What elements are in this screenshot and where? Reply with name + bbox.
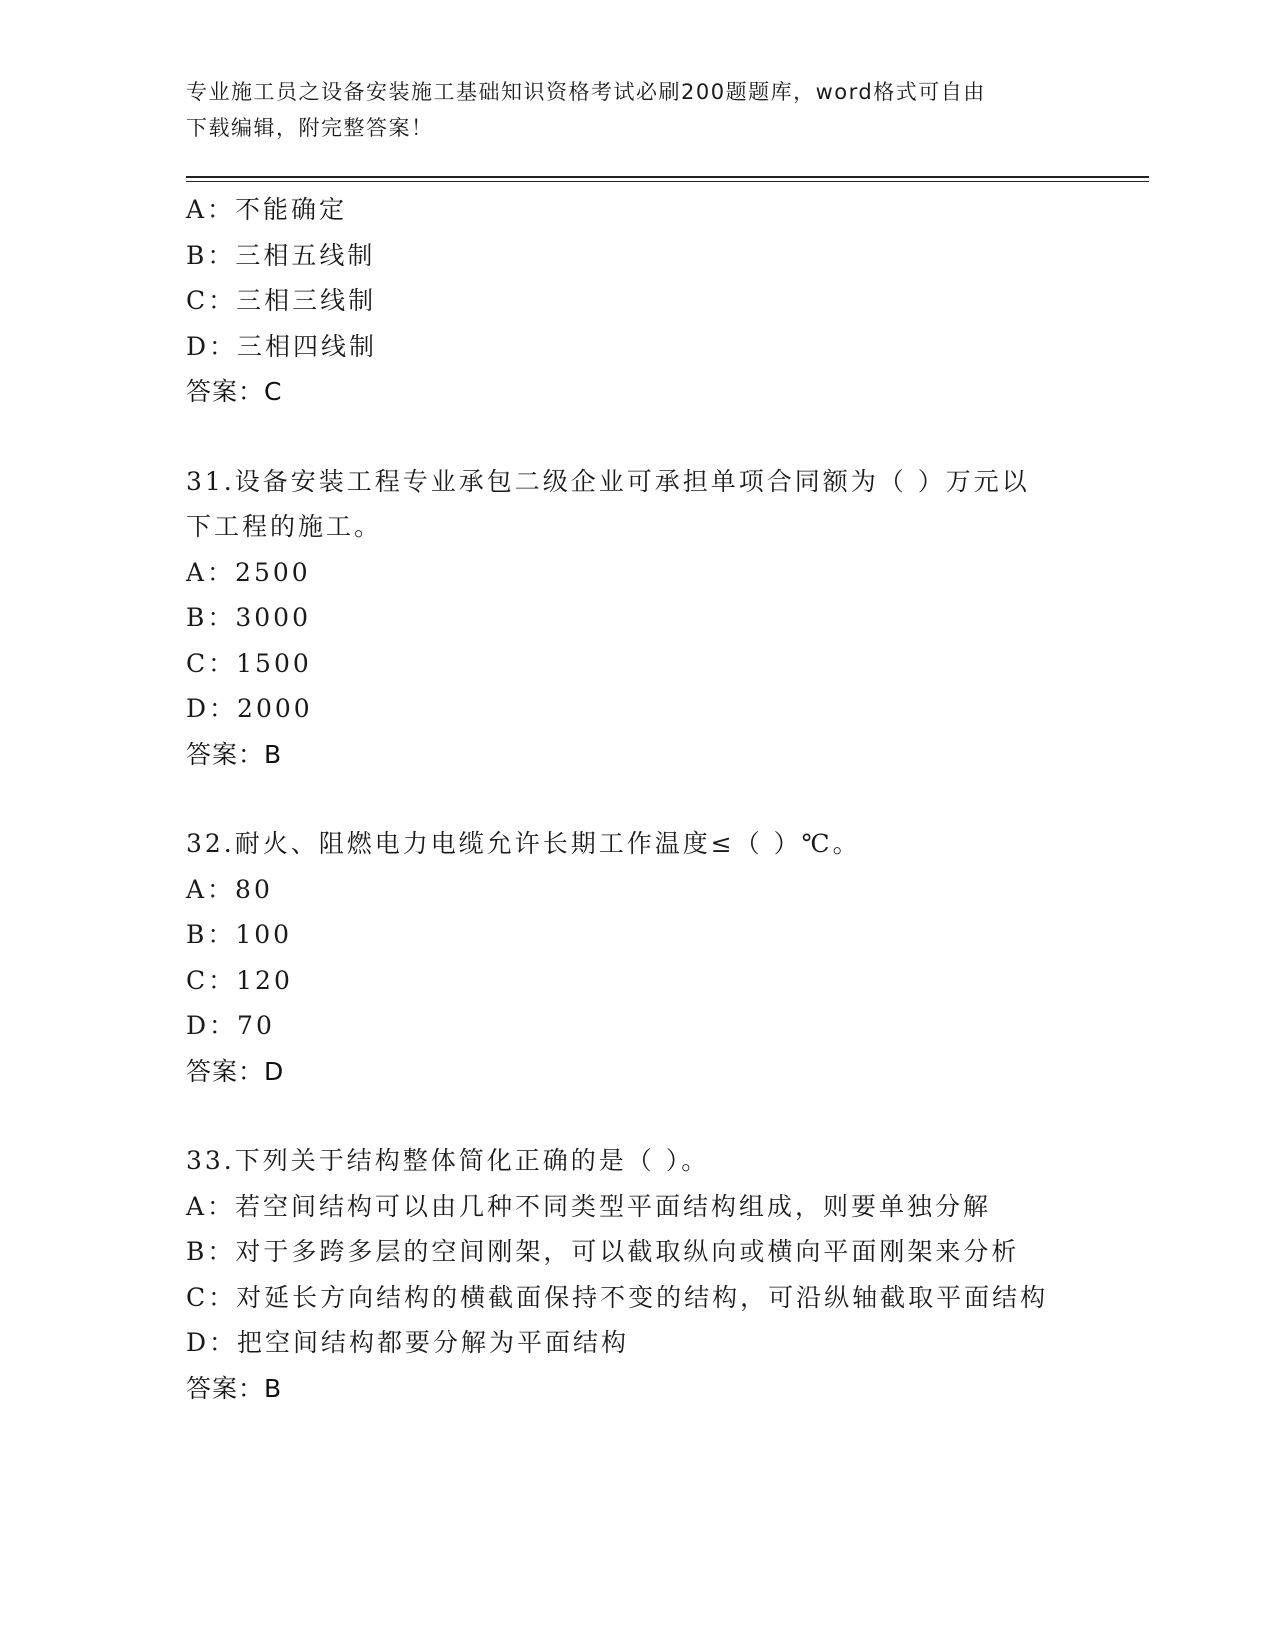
option-a: A：80 [186,874,273,904]
option-a: A：2500 [186,557,311,587]
question-stem-line-1: 33.下列关于结构整体简化正确的是（ ）。 [186,1146,710,1175]
question-block-prev [186,187,1086,415]
option-c: C：120 [186,965,293,995]
question-stem-line-1: 32.耐火、阻燃电力电缆允许长期工作温度≤（ ）℃。 [186,829,861,858]
option-c: C：三相三线制 [186,286,377,315]
option-d: D：把空间结构都要分解为平面结构 [186,1328,630,1357]
option-b: B：三相五线制 [186,240,376,270]
answer-line: 答案：D [186,1056,285,1086]
question-block-31 [186,459,1086,778]
option-c: C：1500 [186,648,312,678]
header-line-1: 专业施工员之设备安装施工基础知识资格考试必刷200题题库，word格式可自由 [186,80,986,104]
question-stem-line-2: 下工程的施工。 [186,512,383,541]
option-b: B：对于多跨多层的空间刚架，可以截取纵向或横向平面刚架来分析 [186,1237,1020,1266]
option-a: A：若空间结构可以由几种不同类型平面结构组成，则要单独分解 [186,1191,992,1221]
option-c: C：对延长方向结构的横截面保持不变的结构，可沿纵轴截取平面结构 [186,1282,1049,1312]
option-d: D：三相四线制 [186,331,378,361]
header-divider-thin [186,181,1149,182]
option-b: B：100 [186,920,293,949]
document-header [186,74,1086,146]
header-divider-thick [186,176,1149,178]
question-content [186,187,1086,1411]
option-d: D：70 [186,1011,275,1040]
answer-line: 答案：B [186,1373,283,1403]
question-block-33 [186,1138,1086,1411]
answer-line: 答案：C [186,377,283,406]
header-line-2: 下载编辑，附完整答案！ [186,116,434,140]
answer-line: 答案：B [186,739,283,769]
question-block-32 [186,821,1086,1094]
option-a: A：不能确定 [186,195,348,224]
option-d: D：2000 [186,694,313,723]
question-stem-line-1: 31.设备安装工程专业承包二级企业可承担单项合同额为（ ）万元以 [186,466,1030,496]
option-b: B：3000 [186,603,311,632]
